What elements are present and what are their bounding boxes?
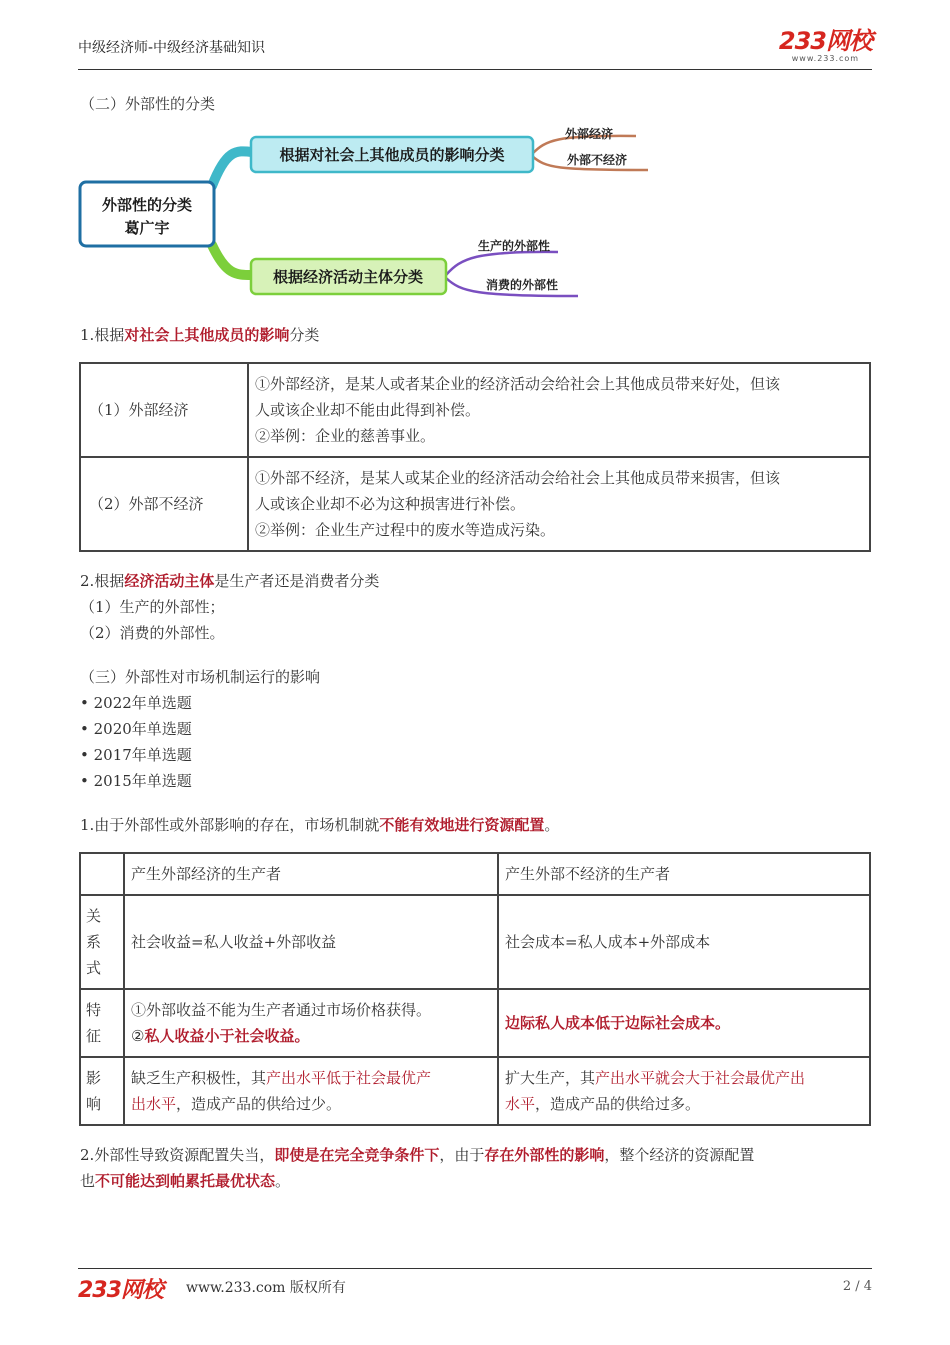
- table-cell: ①外部收益不能为生产者通过市场价格获得。 ②私人收益小于社会收益。: [124, 989, 498, 1057]
- bullet-item: • 2022年单选题: [80, 694, 192, 712]
- footer-logo: 233网校: [78, 1278, 163, 1303]
- mindmap-leaf-external-economy: 外部经济: [565, 127, 614, 141]
- mindmap-root-line2: 葛广宇: [124, 219, 170, 237]
- table-cell-label: 关 系 式: [80, 895, 124, 989]
- classification-table: [79, 362, 871, 552]
- table-cell-content: ①外部经济，是某人或者某企业的经济活动会给社会上其他成员带来好处，但该 人或该企业却不能由此得到补偿。 ②举例：企业的慈善事业。: [248, 363, 870, 457]
- point4-line1: 2.外部性导致资源配置失当，即使是在完全竞争条件下，由于存在外部性的影响，整个经济的资源配置: [80, 1146, 755, 1164]
- section2-title: （二）外部性的分类: [80, 95, 216, 113]
- mindmap-diagram: [76, 120, 676, 305]
- point1-highlight: 对社会上其他成员的影响: [124, 326, 290, 344]
- table-header-row: [80, 853, 870, 895]
- page-number: 2 / 4: [842, 1279, 872, 1294]
- table-cell: 缺乏生产积极性，其产出水平低于社会最优产 出水平，造成产品的供给过少。: [124, 1057, 498, 1125]
- table-row: [80, 1057, 870, 1125]
- table-header-cell: 产生外部经济的生产者: [124, 853, 498, 895]
- table-cell: 社会收益=私人收益+外部收益: [124, 895, 498, 989]
- table-cell: 社会成本=私人成本+外部成本: [498, 895, 870, 989]
- bullet-item: • 2015年单选题: [80, 772, 192, 790]
- table-header-cell: 产生外部不经济的生产者: [498, 853, 870, 895]
- table-cell-label: 特 征: [80, 989, 124, 1057]
- mindmap-leaf-production: 生产的外部性: [478, 239, 551, 253]
- table-cell-label: （1）外部经济: [80, 363, 248, 457]
- table-row: [80, 457, 870, 551]
- mindmap-branch1-label: 根据对社会上其他成员的影响分类: [279, 146, 505, 164]
- table-cell: 边际私人成本低于边际社会成本。: [498, 989, 870, 1057]
- mindmap-branch2-label: 根据经济活动主体分类: [272, 268, 424, 286]
- table-row: [80, 895, 870, 989]
- header-title: 中级经济师-中级经济基础知识: [78, 40, 266, 56]
- point2-highlight: 经济活动主体: [124, 572, 215, 590]
- point2-heading: 2.根据经济活动主体是生产者还是消费者分类: [80, 572, 380, 590]
- section3-title: （三）外部性对市场机制运行的影响: [80, 668, 321, 686]
- mindmap-connector-1: [212, 151, 252, 186]
- logo-text: 233网校: [778, 27, 872, 55]
- point3-highlight: 不能有效地进行资源配置: [379, 816, 545, 834]
- header-logo: [779, 28, 872, 63]
- point4-line2: 也不可能达到帕累托最优状态。: [80, 1172, 291, 1190]
- table-row: [80, 363, 870, 457]
- mindmap-root-line1: 外部性的分类: [101, 196, 193, 214]
- table-cell-label: 影 响: [80, 1057, 124, 1125]
- point3-text: 1.由于外部性或外部影响的存在，市场机制就不能有效地进行资源配置。: [80, 816, 560, 834]
- page-footer: [78, 1268, 872, 1304]
- mindmap-leaf-consumption: 消费的外部性: [486, 278, 559, 292]
- page-header: [78, 27, 872, 70]
- bullet-item: • 2020年单选题: [80, 720, 192, 738]
- footer-copyright: www.233.com 版权所有: [186, 1280, 346, 1296]
- point2-item2: （2）消费的外部性。: [80, 624, 225, 642]
- table-row: [80, 989, 870, 1057]
- bullet-item: • 2017年单选题: [80, 746, 192, 764]
- table-cell: 扩大生产，其产出水平就会大于社会最优产出 水平，造成产品的供给过多。: [498, 1057, 870, 1125]
- table-header-cell: [80, 853, 124, 895]
- point1-heading: 1.根据对社会上其他成员的影响分类: [80, 326, 320, 344]
- comparison-table: [79, 852, 871, 1126]
- mindmap-leaf-external-diseconomy: 外部不经济: [567, 153, 628, 167]
- table-cell-content: ①外部不经济，是某人或某企业的经济活动会给社会上其他成员带来损害，但该 人或该企业却不必为这种损害进行补偿。 ②举例：企业生产过程中的废水等造成污染。: [248, 457, 870, 551]
- mindmap-connector-2: [212, 245, 252, 275]
- table-cell-label: （2）外部不经济: [80, 457, 248, 551]
- logo-url: www.233.com: [791, 54, 860, 63]
- point2-item1: （1）生产的外部性；: [80, 598, 225, 616]
- mindmap-leaf-line-3: [446, 252, 558, 275]
